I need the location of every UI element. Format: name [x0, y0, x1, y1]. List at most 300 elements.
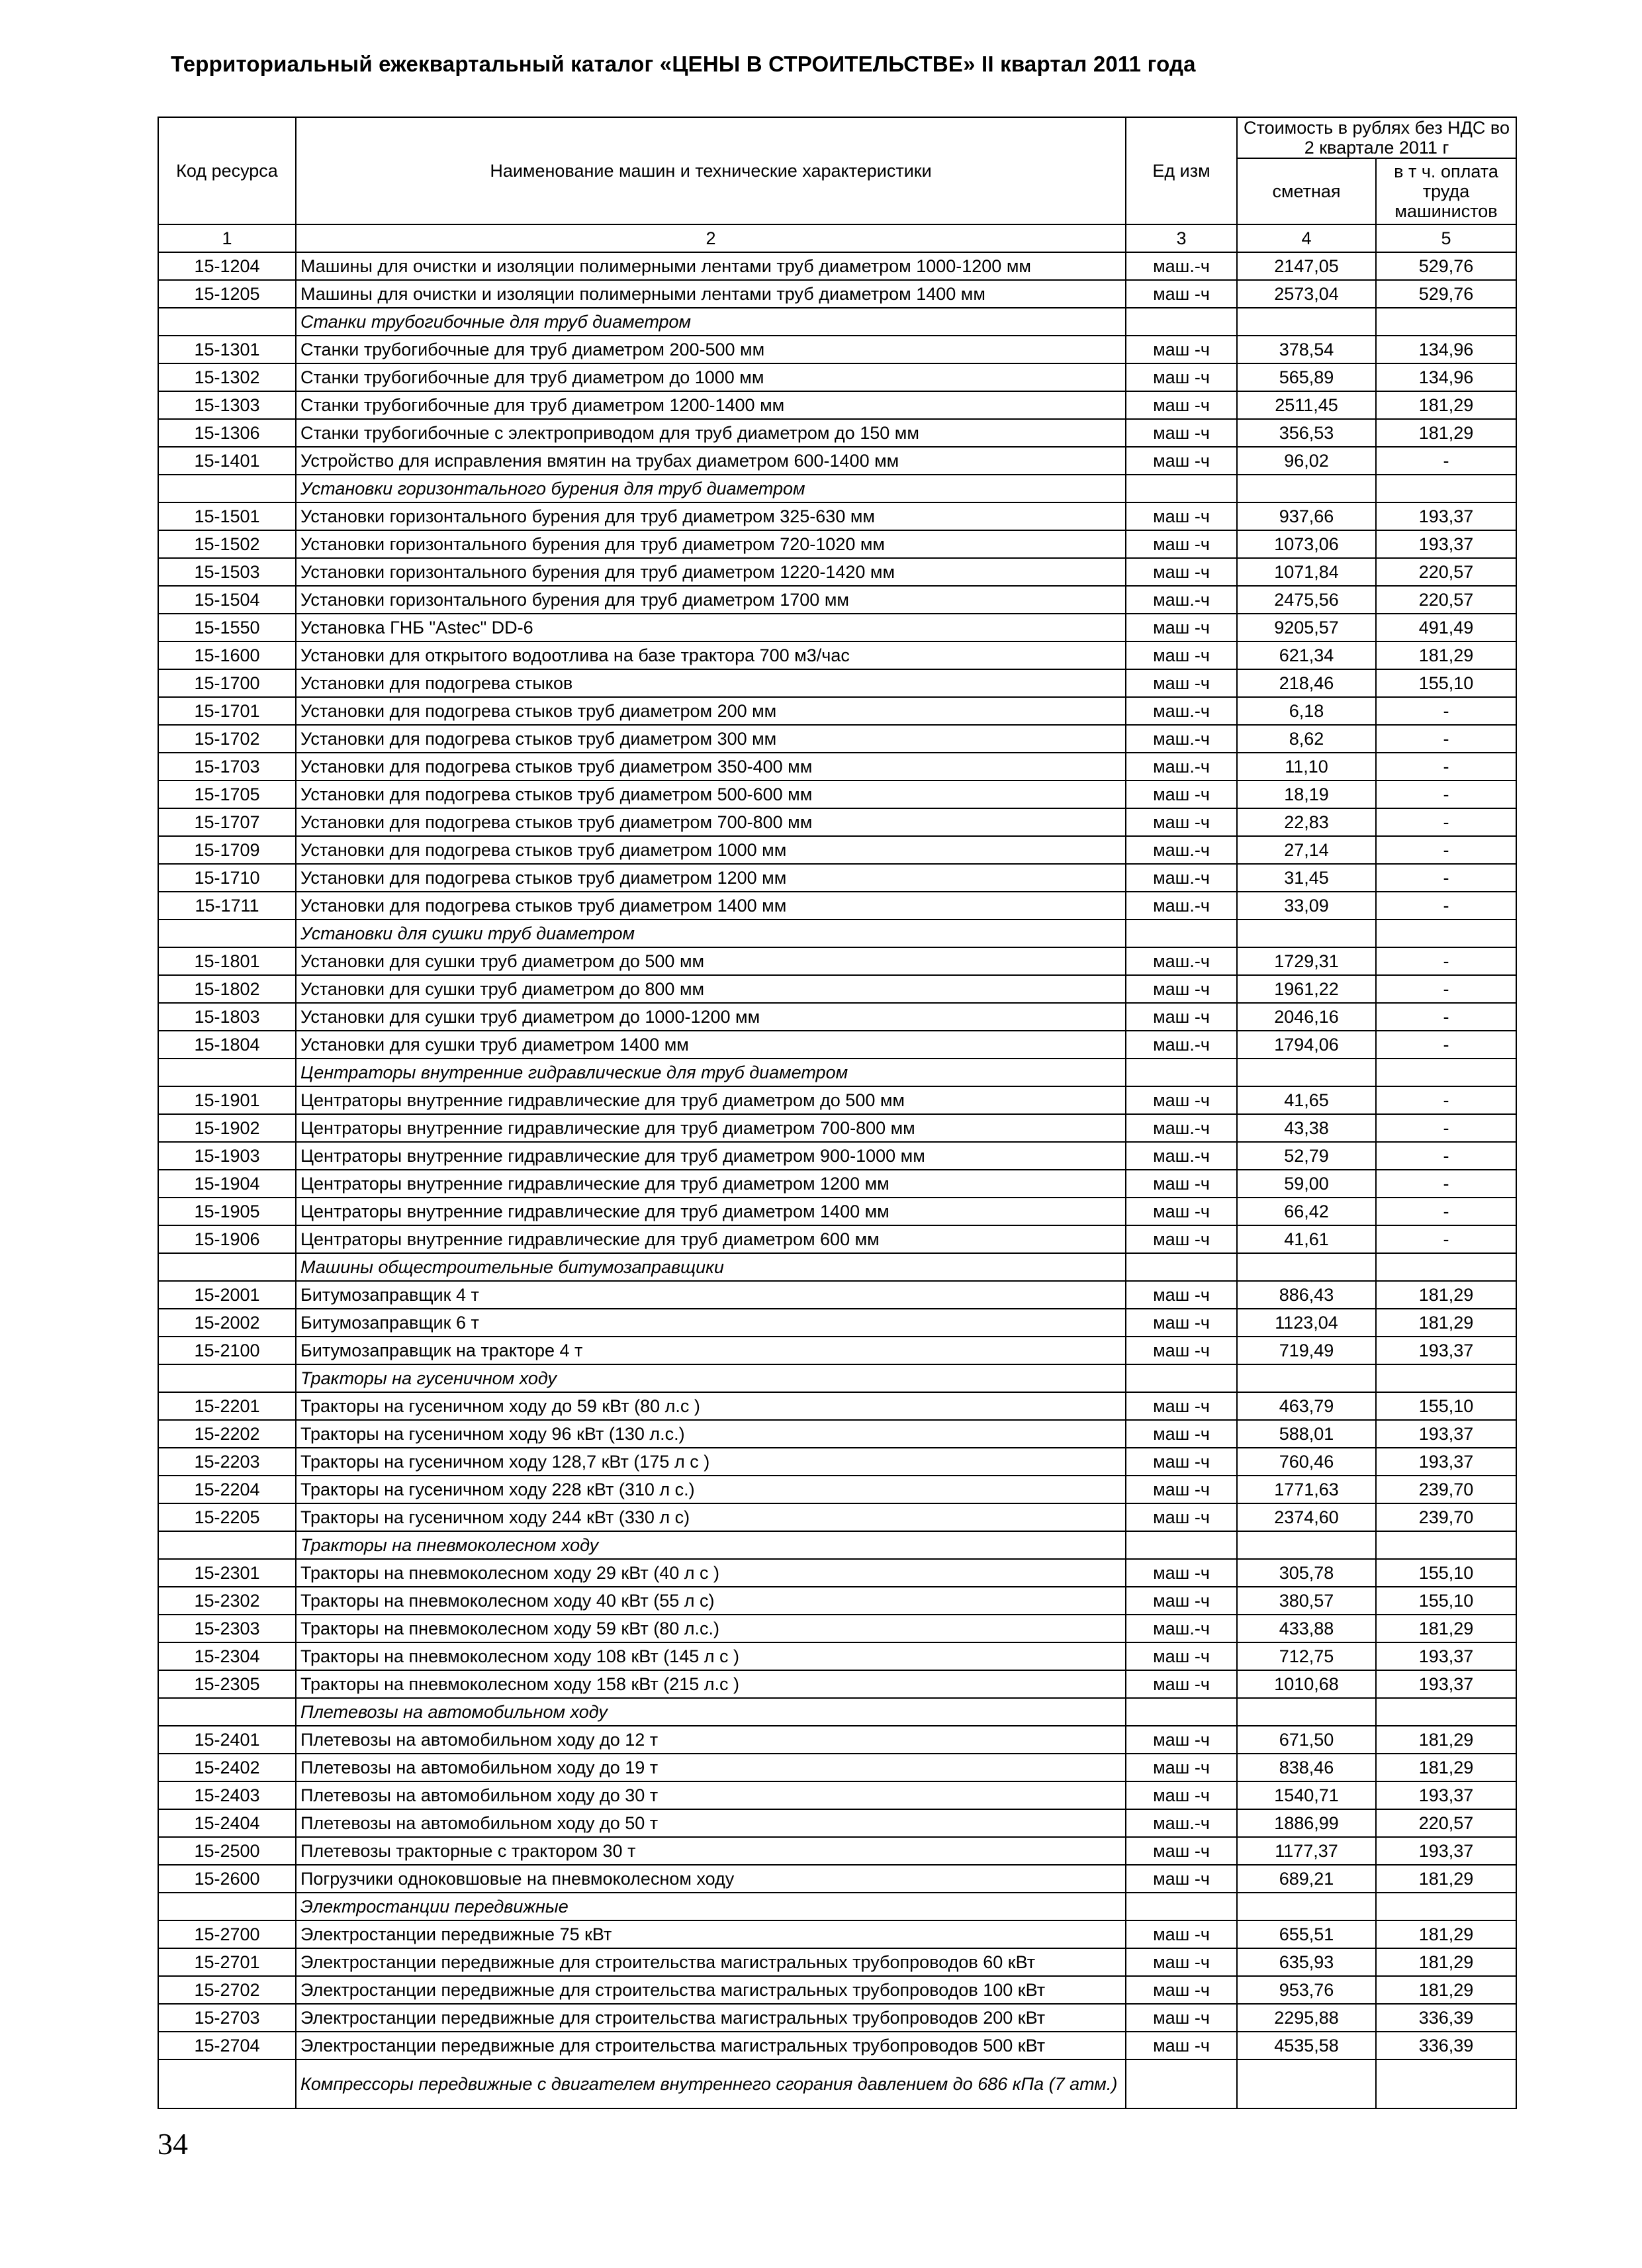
table-row [158, 697, 1516, 725]
col-number: 4 [1237, 224, 1376, 252]
unit: маш -ч [1126, 975, 1237, 1003]
section-title: Электростанции передвижные [296, 1893, 1126, 1920]
resource-code: 15-1707 [158, 808, 296, 836]
resource-code: 15-1204 [158, 252, 296, 280]
machine-name: Тракторы на пневмоколесном ходу 59 кВт (80 л.с.) [296, 1615, 1126, 1642]
header-unit: Ед изм [1126, 117, 1237, 224]
estimate-cost: 2374,60 [1237, 1503, 1376, 1531]
estimate-cost: 2295,88 [1237, 2004, 1376, 2032]
table-row [158, 1448, 1516, 1476]
unit: маш -ч [1126, 1754, 1237, 1781]
table-row [158, 530, 1516, 558]
estimate-cost: 937,66 [1237, 502, 1376, 530]
operator-wage: 239,70 [1376, 1503, 1516, 1531]
operator-wage: 181,29 [1376, 1281, 1516, 1309]
resource-code: 15-1711 [158, 892, 296, 920]
machine-name: Станки трубогибочные для труб диаметром до 1000 мм [296, 363, 1126, 391]
estimate-cost: 1177,37 [1237, 1837, 1376, 1865]
operator-wage: - [1376, 1198, 1516, 1225]
machine-name: Центраторы внутренние гидравлические для труб диаметром до 500 мм [296, 1086, 1126, 1114]
operator-wage: 336,39 [1376, 2004, 1516, 2032]
operator-wage: - [1376, 780, 1516, 808]
operator-wage [1376, 2059, 1516, 2108]
resource-code: 15-1701 [158, 697, 296, 725]
machine-name: Машины для очистки и изоляции полимерными лентами труб диаметром 1400 мм [296, 280, 1126, 308]
estimate-cost: 433,88 [1237, 1615, 1376, 1642]
resource-code: 15-2100 [158, 1337, 296, 1364]
estimate-cost: 2511,45 [1237, 391, 1376, 419]
section-title: Тракторы на гусеничном ходу [296, 1364, 1126, 1392]
resource-code: 15-2700 [158, 1920, 296, 1948]
resource-code [158, 1531, 296, 1559]
operator-wage: 220,57 [1376, 586, 1516, 614]
resource-code: 15-1710 [158, 864, 296, 892]
unit: маш -ч [1126, 1642, 1237, 1670]
table-row [158, 1503, 1516, 1531]
section-row [158, 308, 1516, 336]
estimate-cost: 2046,16 [1237, 1003, 1376, 1031]
resource-code [158, 2059, 296, 2108]
unit: маш.-ч [1126, 892, 1237, 920]
estimate-cost: 9205,57 [1237, 614, 1376, 641]
machine-name: Установки для подогрева стыков труб диаметром 350-400 мм [296, 753, 1126, 780]
unit [1126, 1059, 1237, 1086]
estimate-cost: 8,62 [1237, 725, 1376, 753]
machine-name: Установка ГНБ "Astec" DD-6 [296, 614, 1126, 641]
unit: маш -ч [1126, 336, 1237, 363]
estimate-cost: 2147,05 [1237, 252, 1376, 280]
unit: маш -ч [1126, 447, 1237, 475]
operator-wage: 193,37 [1376, 1670, 1516, 1698]
machine-name: Центраторы внутренние гидравлические для труб диаметром 700-800 мм [296, 1114, 1126, 1142]
col-number: 5 [1376, 224, 1516, 252]
estimate-cost: 565,89 [1237, 363, 1376, 391]
unit: маш -ч [1126, 1476, 1237, 1503]
estimate-cost: 2475,56 [1237, 586, 1376, 614]
machine-name: Установки для подогрева стыков труб диаметром 1000 мм [296, 836, 1126, 864]
table-row [158, 947, 1516, 975]
estimate-cost: 588,01 [1237, 1420, 1376, 1448]
table-row [158, 892, 1516, 920]
machine-name: Установки горизонтального бурения для труб диаметром 325-630 мм [296, 502, 1126, 530]
machine-name: Тракторы на гусеничном ходу 96 кВт (130 л.с.) [296, 1420, 1126, 1448]
resource-code: 15-2702 [158, 1976, 296, 2004]
unit: маш -ч [1126, 1976, 1237, 2004]
resource-code: 15-2301 [158, 1559, 296, 1587]
table-row [158, 447, 1516, 475]
machine-name: Битумозаправщик на тракторе 4 т [296, 1337, 1126, 1364]
resource-code: 15-1902 [158, 1114, 296, 1142]
resource-code: 15-2303 [158, 1615, 296, 1642]
col-number: 2 [296, 224, 1126, 252]
section-title: Плетевозы на автомобильном ходу [296, 1698, 1126, 1726]
page-number: 34 [158, 2127, 188, 2161]
resource-code: 15-2403 [158, 1781, 296, 1809]
table-row [158, 2032, 1516, 2059]
estimate-cost: 27,14 [1237, 836, 1376, 864]
machine-name: Тракторы на пневмоколесном ходу 40 кВт (55 л с) [296, 1587, 1126, 1615]
operator-wage [1376, 475, 1516, 502]
resource-code: 15-1302 [158, 363, 296, 391]
unit: маш.-ч [1126, 697, 1237, 725]
machine-name: Плетевозы на автомобильном ходу до 30 т [296, 1781, 1126, 1809]
machine-name: Электростанции передвижные для строительства магистральных трубопроводов 200 кВт [296, 2004, 1126, 2032]
unit: маш.-ч [1126, 1114, 1237, 1142]
table-row [158, 864, 1516, 892]
unit [1126, 475, 1237, 502]
unit: маш.-ч [1126, 252, 1237, 280]
machine-name: Центраторы внутренние гидравлические для труб диаметром 600 мм [296, 1225, 1126, 1253]
unit: маш.-ч [1126, 725, 1237, 753]
operator-wage: 193,37 [1376, 1420, 1516, 1448]
unit: маш -ч [1126, 1781, 1237, 1809]
resource-code: 15-1301 [158, 336, 296, 363]
page-header: Территориальный ежеквартальный каталог «ЦЕНЫ В СТРОИТЕЛЬСТВЕ» II квартал 2011 года [171, 52, 1196, 76]
estimate-cost: 11,10 [1237, 753, 1376, 780]
operator-wage: - [1376, 447, 1516, 475]
operator-wage: 491,49 [1376, 614, 1516, 641]
resource-code: 15-2002 [158, 1309, 296, 1337]
operator-wage: 155,10 [1376, 1392, 1516, 1420]
unit [1126, 1893, 1237, 1920]
unit: маш -ч [1126, 1670, 1237, 1698]
estimate-cost: 41,61 [1237, 1225, 1376, 1253]
machine-name: Электростанции передвижные для строительства магистральных трубопроводов 500 кВт [296, 2032, 1126, 2059]
estimate-cost: 838,46 [1237, 1754, 1376, 1781]
operator-wage [1376, 1698, 1516, 1726]
unit: маш -ч [1126, 1948, 1237, 1976]
estimate-cost: 1071,84 [1237, 558, 1376, 586]
unit: маш -ч [1126, 1865, 1237, 1893]
estimate-cost: 635,93 [1237, 1948, 1376, 1976]
resource-code [158, 1059, 296, 1086]
operator-wage: 193,37 [1376, 502, 1516, 530]
resource-code: 15-1906 [158, 1225, 296, 1253]
section-row [158, 920, 1516, 947]
table-row [158, 1392, 1516, 1420]
estimate-cost: 1886,99 [1237, 1809, 1376, 1837]
operator-wage: 181,29 [1376, 641, 1516, 669]
header-cost-group: Стоимость в рублях без НДС во 2 квартале 2011 г [1237, 117, 1516, 158]
operator-wage: 181,29 [1376, 1948, 1516, 1976]
operator-wage [1376, 1364, 1516, 1392]
machine-name: Установки для подогрева стыков труб диаметром 500-600 мм [296, 780, 1126, 808]
estimate-cost: 22,83 [1237, 808, 1376, 836]
estimate-cost: 2573,04 [1237, 280, 1376, 308]
machine-name: Центраторы внутренние гидравлические для труб диаметром 900-1000 мм [296, 1142, 1126, 1170]
machine-name: Тракторы на гусеничном ходу 228 кВт (310 л с.) [296, 1476, 1126, 1503]
estimate-cost: 712,75 [1237, 1642, 1376, 1670]
section-row [158, 1253, 1516, 1281]
operator-wage: 134,96 [1376, 363, 1516, 391]
unit: маш -ч [1126, 2032, 1237, 2059]
table-row [158, 1337, 1516, 1364]
estimate-cost [1237, 308, 1376, 336]
estimate-cost: 1073,06 [1237, 530, 1376, 558]
unit: маш -ч [1126, 558, 1237, 586]
unit: маш -ч [1126, 1086, 1237, 1114]
machine-name: Станки трубогибочные с электроприводом для труб диаметром до 150 мм [296, 419, 1126, 447]
resource-code: 15-1503 [158, 558, 296, 586]
machine-name: Станки трубогибочные для труб диаметром 1200-1400 мм [296, 391, 1126, 419]
section-row [158, 1531, 1516, 1559]
table-row [158, 336, 1516, 363]
table-row [158, 1559, 1516, 1587]
section-row [158, 1364, 1516, 1392]
unit: маш -ч [1126, 1448, 1237, 1476]
operator-wage [1376, 1059, 1516, 1086]
machine-name: Машины для очистки и изоляции полимерными лентами труб диаметром 1000-1200 мм [296, 252, 1126, 280]
resource-code [158, 308, 296, 336]
resource-code: 15-1901 [158, 1086, 296, 1114]
machine-name: Установки горизонтального бурения для труб диаметром 1700 мм [296, 586, 1126, 614]
resource-code [158, 475, 296, 502]
estimate-cost: 886,43 [1237, 1281, 1376, 1309]
machine-name: Установки для подогрева стыков труб диаметром 700-800 мм [296, 808, 1126, 836]
operator-wage: 220,57 [1376, 558, 1516, 586]
table-row [158, 1170, 1516, 1198]
price-catalog-table [158, 117, 1517, 2109]
resource-code: 15-2701 [158, 1948, 296, 1976]
operator-wage: 529,76 [1376, 280, 1516, 308]
machine-name: Установки горизонтального бурения для труб диаметром 720-1020 мм [296, 530, 1126, 558]
table-row [158, 1476, 1516, 1503]
estimate-cost [1237, 1531, 1376, 1559]
resource-code: 15-1709 [158, 836, 296, 864]
resource-code: 15-1905 [158, 1198, 296, 1225]
estimate-cost: 380,57 [1237, 1587, 1376, 1615]
resource-code: 15-1705 [158, 780, 296, 808]
unit [1126, 308, 1237, 336]
estimate-cost: 1961,22 [1237, 975, 1376, 1003]
table-row [158, 1809, 1516, 1837]
operator-wage: - [1376, 1170, 1516, 1198]
header-code: Код ресурса [158, 117, 296, 224]
table-row [158, 753, 1516, 780]
resource-code: 15-2201 [158, 1392, 296, 1420]
operator-wage [1376, 920, 1516, 947]
estimate-cost: 41,65 [1237, 1086, 1376, 1114]
section-row [158, 475, 1516, 502]
machine-name: Электростанции передвижные 75 кВт [296, 1920, 1126, 1948]
operator-wage: - [1376, 975, 1516, 1003]
estimate-cost: 4535,58 [1237, 2032, 1376, 2059]
machine-name: Плетевозы тракторные с трактором 30 т [296, 1837, 1126, 1865]
unit: маш.-ч [1126, 1142, 1237, 1170]
machine-name: Плетевозы на автомобильном ходу до 19 т [296, 1754, 1126, 1781]
unit: маш.-ч [1126, 947, 1237, 975]
estimate-cost: 1123,04 [1237, 1309, 1376, 1337]
resource-code: 15-1903 [158, 1142, 296, 1170]
unit [1126, 1253, 1237, 1281]
unit: маш.-ч [1126, 1809, 1237, 1837]
machine-name: Установки для сушки труб диаметром до 500 мм [296, 947, 1126, 975]
machine-name: Центраторы внутренние гидравлические для труб диаметром 1400 мм [296, 1198, 1126, 1225]
estimate-cost: 96,02 [1237, 447, 1376, 475]
table-row [158, 780, 1516, 808]
operator-wage: 193,37 [1376, 1837, 1516, 1865]
estimate-cost [1237, 920, 1376, 947]
table-row [158, 1976, 1516, 2004]
machine-name: Установки для подогрева стыков труб диаметром 300 мм [296, 725, 1126, 753]
unit: маш -ч [1126, 1170, 1237, 1198]
unit: маш -ч [1126, 1587, 1237, 1615]
table-row [158, 1615, 1516, 1642]
table-row [158, 808, 1516, 836]
estimate-cost: 356,53 [1237, 419, 1376, 447]
resource-code: 15-2203 [158, 1448, 296, 1476]
unit: маш.-ч [1126, 864, 1237, 892]
resource-code: 15-1700 [158, 669, 296, 697]
operator-wage: - [1376, 697, 1516, 725]
operator-wage: 193,37 [1376, 1781, 1516, 1809]
operator-wage: 181,29 [1376, 1309, 1516, 1337]
estimate-cost [1237, 475, 1376, 502]
resource-code: 15-2302 [158, 1587, 296, 1615]
resource-code: 15-2500 [158, 1837, 296, 1865]
table-row [158, 836, 1516, 864]
estimate-cost: 463,79 [1237, 1392, 1376, 1420]
resource-code: 15-1600 [158, 641, 296, 669]
resource-code: 15-1504 [158, 586, 296, 614]
estimate-cost: 1771,63 [1237, 1476, 1376, 1503]
estimate-cost [1237, 1253, 1376, 1281]
resource-code: 15-2204 [158, 1476, 296, 1503]
table-row [158, 725, 1516, 753]
estimate-cost: 18,19 [1237, 780, 1376, 808]
table-row [158, 1920, 1516, 1948]
table-row [158, 586, 1516, 614]
operator-wage: - [1376, 892, 1516, 920]
unit: маш -ч [1126, 419, 1237, 447]
machine-name: Тракторы на пневмоколесном ходу 108 кВт (145 л с ) [296, 1642, 1126, 1670]
operator-wage: 193,37 [1376, 1448, 1516, 1476]
section-title: Центраторы внутренние гидравлические для труб диаметром [296, 1059, 1126, 1086]
table-row [158, 1114, 1516, 1142]
header-estimate: сметная [1237, 158, 1376, 224]
estimate-cost: 953,76 [1237, 1976, 1376, 2004]
table-row [158, 1225, 1516, 1253]
table-row [158, 614, 1516, 641]
resource-code: 15-2001 [158, 1281, 296, 1309]
unit: маш -ч [1126, 391, 1237, 419]
operator-wage: - [1376, 1086, 1516, 1114]
machine-name: Установки для подогрева стыков [296, 669, 1126, 697]
table-row [158, 1281, 1516, 1309]
table-row [158, 1781, 1516, 1809]
estimate-cost: 689,21 [1237, 1865, 1376, 1893]
machine-name: Погрузчики одноковшовые на пневмоколесном ходу [296, 1865, 1126, 1893]
resource-code: 15-2404 [158, 1809, 296, 1837]
operator-wage: - [1376, 1031, 1516, 1059]
operator-wage: 193,37 [1376, 530, 1516, 558]
machine-name: Установки для сушки труб диаметром 1400 мм [296, 1031, 1126, 1059]
unit: маш -ч [1126, 530, 1237, 558]
resource-code: 15-1904 [158, 1170, 296, 1198]
operator-wage: - [1376, 1142, 1516, 1170]
section-row [158, 1893, 1516, 1920]
table-row [158, 1420, 1516, 1448]
operator-wage [1376, 1893, 1516, 1920]
table-row [158, 391, 1516, 419]
operator-wage: - [1376, 947, 1516, 975]
section-row [158, 2059, 1516, 2108]
machine-name: Тракторы на гусеничном ходу 244 кВт (330 л с) [296, 1503, 1126, 1531]
unit: маш -ч [1126, 669, 1237, 697]
table-row [158, 1142, 1516, 1170]
table-row [158, 558, 1516, 586]
resource-code: 15-2202 [158, 1420, 296, 1448]
table-row [158, 1865, 1516, 1893]
resource-code: 15-1803 [158, 1003, 296, 1031]
unit [1126, 1698, 1237, 1726]
machine-name: Установки горизонтального бурения для труб диаметром 1220-1420 мм [296, 558, 1126, 586]
estimate-cost: 33,09 [1237, 892, 1376, 920]
operator-wage: 181,29 [1376, 419, 1516, 447]
estimate-cost [1237, 1698, 1376, 1726]
unit: маш -ч [1126, 1420, 1237, 1448]
unit [1126, 920, 1237, 947]
resource-code [158, 1364, 296, 1392]
resource-code: 15-1303 [158, 391, 296, 419]
section-title: Машины общестроительные битумозаправщики [296, 1253, 1126, 1281]
operator-wage: - [1376, 1114, 1516, 1142]
estimate-cost: 671,50 [1237, 1726, 1376, 1754]
operator-wage: 220,57 [1376, 1809, 1516, 1837]
table-row [158, 419, 1516, 447]
estimate-cost: 719,49 [1237, 1337, 1376, 1364]
unit: маш -ч [1126, 1198, 1237, 1225]
operator-wage: 181,29 [1376, 1865, 1516, 1893]
machine-name: Плетевозы на автомобильном ходу до 12 т [296, 1726, 1126, 1754]
machine-name: Станки трубогибочные для труб диаметром 200-500 мм [296, 336, 1126, 363]
operator-wage: 134,96 [1376, 336, 1516, 363]
resource-code: 15-2401 [158, 1726, 296, 1754]
estimate-cost: 66,42 [1237, 1198, 1376, 1225]
operator-wage: 529,76 [1376, 252, 1516, 280]
section-row [158, 1059, 1516, 1086]
table-row [158, 1086, 1516, 1114]
operator-wage: - [1376, 1225, 1516, 1253]
table-row [158, 1642, 1516, 1670]
resource-code: 15-1804 [158, 1031, 296, 1059]
estimate-cost [1237, 2059, 1376, 2108]
resource-code: 15-1802 [158, 975, 296, 1003]
unit: маш.-ч [1126, 1031, 1237, 1059]
table-row [158, 1754, 1516, 1781]
operator-wage: 181,29 [1376, 391, 1516, 419]
machine-name: Битумозаправщик 4 т [296, 1281, 1126, 1309]
unit: маш -ч [1126, 1920, 1237, 1948]
table-row [158, 1031, 1516, 1059]
estimate-cost [1237, 1059, 1376, 1086]
unit: маш -ч [1126, 502, 1237, 530]
machine-name: Тракторы на пневмоколесном ходу 158 кВт (215 л.с ) [296, 1670, 1126, 1698]
section-title: Установки для сушки труб диаметром [296, 920, 1126, 947]
unit: маш -ч [1126, 363, 1237, 391]
section-title: Тракторы на пневмоколесном ходу [296, 1531, 1126, 1559]
unit: маш -ч [1126, 1726, 1237, 1754]
machine-name: Тракторы на гусеничном ходу до 59 кВт (80 л.с ) [296, 1392, 1126, 1420]
resource-code: 15-2305 [158, 1670, 296, 1698]
operator-wage: 181,29 [1376, 1754, 1516, 1781]
operator-wage: - [1376, 836, 1516, 864]
estimate-cost [1237, 1364, 1376, 1392]
operator-wage: 193,37 [1376, 1337, 1516, 1364]
table-row [158, 1198, 1516, 1225]
resource-code: 15-2304 [158, 1642, 296, 1670]
table-row [158, 1003, 1516, 1031]
